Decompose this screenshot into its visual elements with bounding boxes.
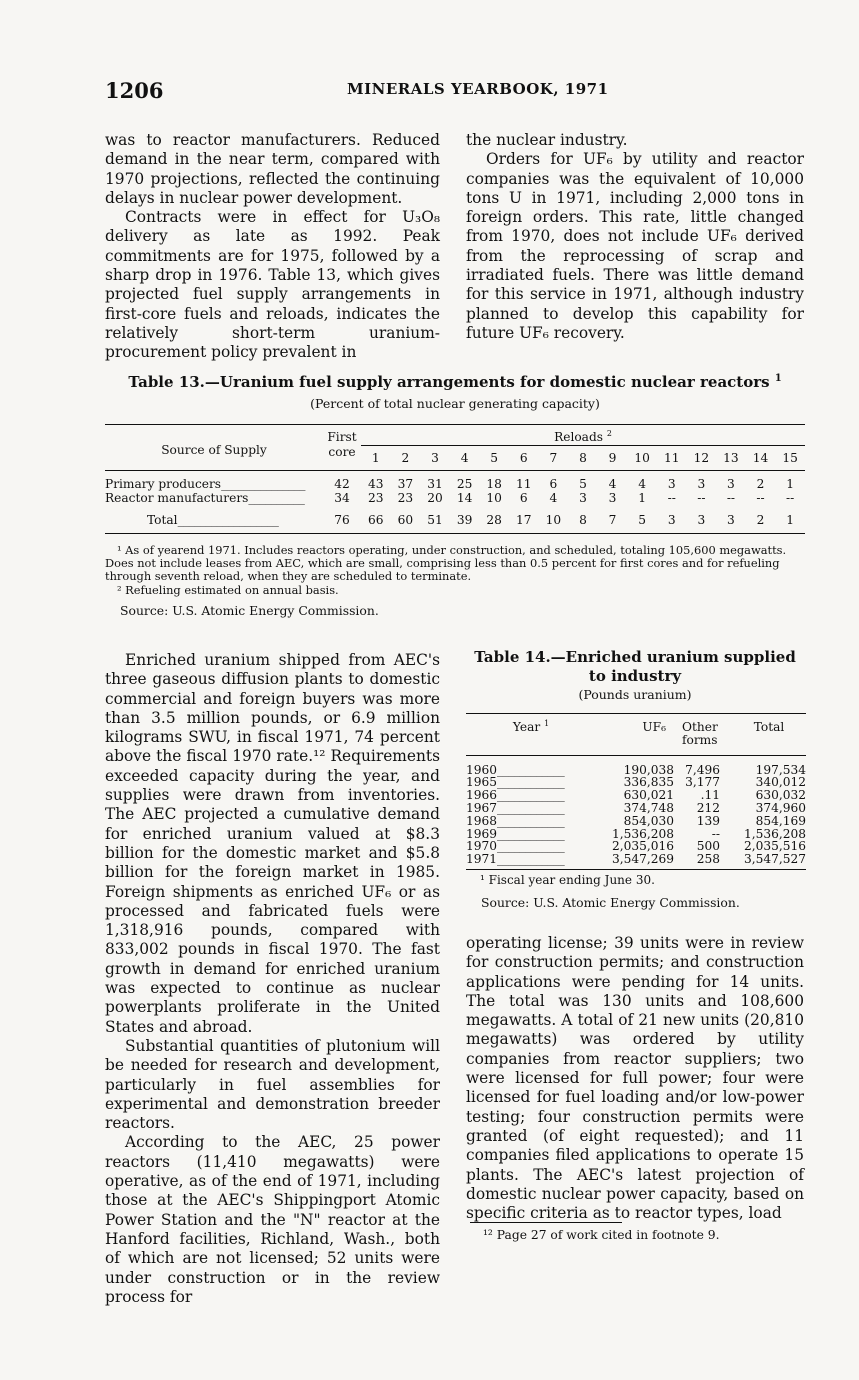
reload-value: -- [697, 491, 706, 505]
uf6-cell: 374,748 [623, 800, 674, 815]
uf6-cell: 854,030 [623, 813, 674, 828]
reload-value: 6 [549, 477, 558, 491]
total-cell: 340,012 [755, 775, 806, 790]
footnote-rule [470, 1222, 622, 1223]
reload-value: 1 [786, 513, 795, 527]
paragraph: According to the AEC, 25 power reactors (11,410 megawatts) were operative, as of the end of 1971, including those at the AEC's Shippingport Atomic Power Station and the "N" reactor at the Hanford facilities, Richland, Wash., both of which are not licensed; 52 units were under construction or in the review process for [105, 1133, 440, 1306]
table13-title-sup: 1 [774, 373, 782, 384]
reload-value: 4 [549, 491, 558, 505]
reload-number-header: 4 [460, 451, 469, 465]
leader-dots: ____________ [497, 852, 565, 867]
col-reloads-label: Reloads [554, 430, 604, 444]
reload-number-header: 12 [693, 451, 710, 465]
col-uf6: UF₆ [642, 720, 666, 734]
other-cell: -- [711, 826, 720, 841]
col-year [466, 714, 596, 756]
reload-value: 17 [516, 513, 532, 527]
table13-footnote-1: ¹ As of yearend 1971. Includes reactors operating, under construction, and scheduled, totaling 105,600 megawatts. Does not include leases from AEC, which are small, comprising less than 0.5 percent for first cores and for refueling through seventh reload, when they are scheduled to terminate. [105, 543, 787, 584]
reload-value: 3 [579, 491, 587, 505]
reload-value: 5 [638, 513, 647, 527]
reload-value: 1 [786, 477, 795, 491]
col-other-b: forms [682, 732, 718, 747]
reload-value: 60 [397, 513, 414, 527]
reload-value: 14 [456, 491, 473, 505]
col-year-label: Year [512, 720, 541, 734]
reload-number-header: 11 [663, 451, 680, 465]
col-other-a: Other [682, 720, 718, 734]
table13-footnote-2: ² Refueling estimated on annual basis. [117, 582, 339, 597]
reload-value: 28 [486, 513, 502, 527]
reload-value: 11 [516, 477, 532, 491]
uf6-cell: 336,835 [623, 775, 674, 790]
reload-number-header: 15 [782, 451, 798, 465]
leader-dots: ____________ [497, 788, 565, 803]
spacer-row [105, 505, 805, 513]
table14-title: Table 14.—Enriched uranium supplied to industry [474, 648, 796, 685]
footnote-12: ¹² Page 27 of work cited in footnote 9. [483, 1228, 720, 1242]
total-cell: 374,960 [755, 800, 806, 815]
reload-value: -- [667, 491, 676, 505]
table14 [466, 713, 806, 870]
leader-dots: ____________ [497, 775, 565, 790]
reload-value: 4 [638, 477, 647, 491]
table13-title [105, 373, 805, 391]
reload-value: 66 [368, 513, 384, 527]
paragraph: the nuclear industry. [466, 131, 628, 149]
uf6-cell: 630,021 [623, 788, 674, 803]
year-text: 1960 [466, 762, 498, 777]
reload-value: 37 [397, 477, 414, 491]
year-text: 1971 [466, 852, 498, 867]
reload-value: 3 [727, 513, 735, 527]
table-row [105, 513, 805, 534]
reload-value: -- [756, 491, 765, 505]
leader-dots: ____________ [497, 839, 565, 854]
total-cell: 1,536,208 [743, 826, 806, 841]
table-row [105, 491, 805, 505]
uf6-cell: 2,035,016 [611, 839, 674, 854]
first-core-value: 76 [334, 513, 350, 527]
row-label [105, 471, 323, 492]
first-core-value: 34 [334, 491, 350, 505]
reload-value: -- [726, 491, 736, 505]
reload-value: 3 [608, 491, 617, 505]
other-cell: .11 [700, 788, 720, 803]
col-total: Total [753, 720, 785, 734]
year-text: 1965 [466, 775, 498, 790]
reload-value: 8 [579, 513, 587, 527]
reload-value: 10 [486, 491, 502, 505]
reload-value: 2 [756, 513, 765, 527]
other-cell: 7,496 [685, 762, 720, 777]
table13-title-text: Table 13.—Uranium fuel supply arrangements for domestic nuclear reactors [128, 373, 770, 391]
row-label-text: Reactor manufacturers [105, 491, 249, 505]
other-cell: 139 [696, 813, 720, 828]
reload-value: 1 [638, 491, 647, 505]
col-first-core [323, 425, 361, 471]
total-cell: 2,035,516 [743, 839, 806, 854]
table-row [466, 755, 806, 776]
col-source-of-supply: Source of Supply [161, 442, 267, 457]
col-reloads [361, 425, 805, 446]
reload-value: 31 [427, 477, 443, 491]
col-first-core-a: First [327, 429, 357, 444]
total-cell: 197,534 [755, 762, 806, 777]
table-row [105, 471, 805, 492]
year-text: 1967 [466, 800, 498, 815]
reload-value: 25 [456, 477, 473, 491]
other-cell: 500 [696, 839, 720, 854]
reload-value: 3 [727, 477, 735, 491]
uf6-cell: 1,536,208 [611, 826, 674, 841]
top-left-column [105, 131, 440, 363]
reload-value: -- [786, 491, 795, 505]
total-cell: 3,547,527 [743, 852, 806, 867]
leader-dots: ____________ [497, 800, 565, 815]
year-cell [466, 853, 596, 869]
reload-value: 18 [486, 477, 502, 491]
reload-value: 2 [756, 477, 765, 491]
reload-number-header: 3 [431, 451, 439, 465]
row-label-text: Total [147, 513, 178, 527]
table13-subtitle: (Percent of total nuclear generating capacity) [310, 396, 600, 411]
col-other-forms [674, 714, 732, 756]
paragraph: Substantial quantities of plutonium will be needed for research and development, particularly in fuel assemblies for experimental and demonstration breeder reactors. [105, 1036, 440, 1133]
reload-value: 10 [545, 513, 562, 527]
table14-footnote: ¹ Fiscal year ending June 30. [480, 873, 655, 887]
col-first-core-b: core [328, 444, 356, 459]
reload-number-header: 7 [549, 451, 558, 465]
year-text: 1970 [466, 839, 498, 854]
reload-value: 51 [427, 513, 443, 527]
year-cell [466, 755, 596, 776]
paragraph: Enriched uranium shipped from AEC's three gaseous diffusion plants to domestic commercial and foreign buyers was more than 3.5 million pounds, or 6.9 million kilograms SWU, in fiscal 1971, 74 percent above the fiscal 1970 rate.¹² Requirements exceeded capacity during the year, and supplies were drawn from inventories. The AEC projected a cumulative demand for enriched uranium valued at $8.3 billion for the domestic market and $5.8 billion for the foreign market in 1985. Foreign shipments as enriched UF₆ or as processed and fabricated fuels were 1,318,916 pounds, compared with 833,002 pounds in fiscal 1970. The fast growth in demand for enriched uranium was expected to continue as nuclear powerplants proliferate in the United States and abroad. [105, 651, 440, 1036]
reload-value: 5 [579, 477, 587, 491]
reload-number-header: 9 [608, 451, 617, 465]
bottom-right-column [466, 934, 804, 1223]
reload-value: 3 [697, 513, 706, 527]
table-row [466, 853, 806, 869]
reload-value: 23 [397, 491, 414, 505]
first-core-value: 42 [334, 477, 350, 491]
reload-number-header: 14 [752, 451, 769, 465]
leader-dots: __________ [248, 491, 305, 505]
table14-subtitle: (Pounds uranium) [578, 687, 692, 702]
table13 [105, 424, 805, 534]
other-cell: 212 [696, 800, 720, 815]
table13-source: Source: U.S. Atomic Energy Commission. [120, 603, 379, 618]
uf6-cell: 3,547,269 [611, 852, 674, 867]
total-cell: 630,032 [755, 788, 806, 803]
total-cell: 854,169 [755, 813, 806, 828]
row-label [105, 513, 323, 534]
reload-number-header: 6 [519, 451, 528, 465]
other-cell: 258 [696, 852, 720, 867]
paragraph: was to reactor manufacturers. Reduced demand in the near term, compared with 1970 projections, reflected the continuing delays in nuclear power development. [105, 131, 440, 207]
year-text: 1966 [466, 788, 498, 803]
leader-dots: ____________ [497, 813, 565, 828]
leader-dots: _______________ [221, 477, 305, 491]
paragraph: operating license; 39 units were in review for construction permits; and construction applications were pending for 14 units. The total was 130 units and 108,600 megawatts. A total of 21 new units (20,810 megawatts) was ordered by utility companies from reactor suppliers; two were licensed for full power; four were licensed for fuel loading and/or low-power testing; four construction permits were granted (of eight requested); and 11 companies filed applications to operate 15 plants. The AEC's latest projection of domestic nuclear power capacity, based on specific criteria as to reactor types, load [466, 934, 804, 1223]
top-right-column [466, 131, 804, 343]
reload-value: 7 [608, 513, 617, 527]
leader-dots: ____________ [497, 826, 565, 841]
reload-number-header: 1 [371, 451, 380, 465]
reload-value: 3 [667, 513, 676, 527]
reload-number-header: 13 [723, 451, 739, 465]
running-title: MINERALS YEARBOOK, 1971 [347, 80, 609, 98]
uf6-cell: 190,038 [623, 762, 674, 777]
reload-value: 4 [608, 477, 617, 491]
leader-dots: ____________ [497, 762, 565, 777]
table13-footnotes [105, 544, 805, 597]
col-year-sup: 1 [544, 718, 550, 728]
reload-value: 43 [368, 477, 384, 491]
reload-value: 3 [667, 477, 676, 491]
col-reloads-sup: 2 [606, 428, 612, 438]
bottom-left-column [105, 651, 440, 1307]
reload-number-header: 10 [634, 451, 650, 465]
year-text: 1968 [466, 813, 498, 828]
row-label-text: Primary producers [105, 477, 222, 491]
reload-value: 6 [519, 491, 528, 505]
reload-number-header: 5 [490, 451, 499, 465]
table14-source: Source: U.S. Atomic Energy Commission. [481, 895, 740, 910]
paragraph: Contracts were in effect for U₃O₈ delivery as late as 1992. Peak commitments are for 1975, followed by a sharp drop in 1976. Table 13, which gives projected fuel supply arrangements in first-core fuels and reloads, indicates the relatively short-term uranium-procurement policy prevalent in [105, 208, 440, 362]
paragraph: Orders for UF₆ by utility and reactor companies was the equivalent of 10,000 tons U in 1971, including 2,000 tons in foreign orders. This rate, little changed from 1970, does not include UF₆ derived from the reprocessing of scrap and irradiated fuels. There was little demand for this service in 1971, although industry planned to develop this capability for future UF₆ recovery. [466, 150, 804, 342]
leader-dots: __________________ [177, 513, 279, 527]
reload-value: 20 [427, 491, 443, 505]
row-label [105, 491, 323, 505]
reload-value: 23 [368, 491, 384, 505]
page-number: 1206 [105, 78, 164, 103]
reload-value: 39 [456, 513, 473, 527]
year-text: 1969 [466, 826, 498, 841]
other-cell: 3,177 [685, 775, 720, 790]
reload-value: 3 [697, 477, 706, 491]
reload-number-header: 2 [401, 451, 410, 465]
reload-number-header: 8 [579, 451, 587, 465]
